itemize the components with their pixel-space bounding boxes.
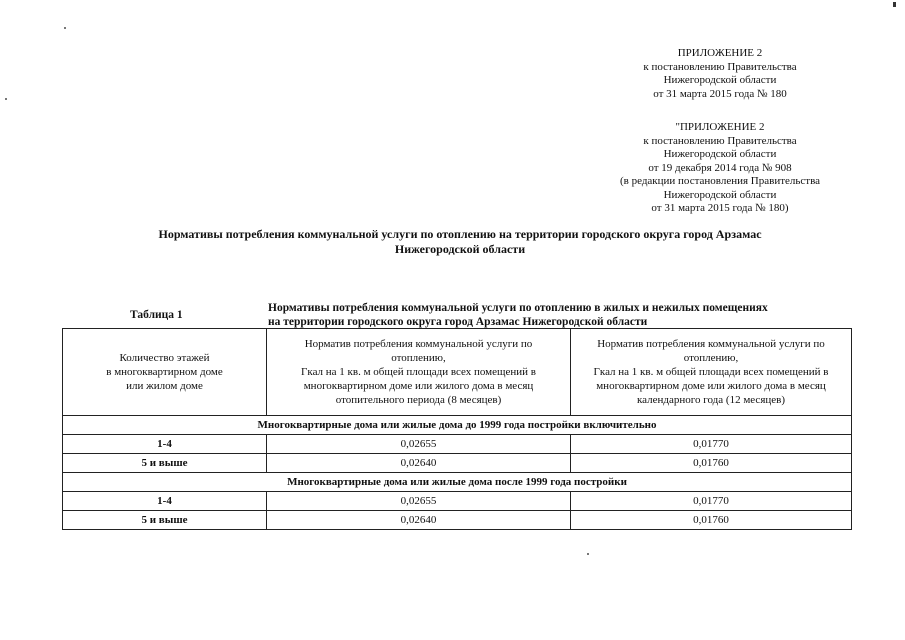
norms-table (62, 328, 852, 530)
appendix-line: от 19 декабря 2014 года № 908 (648, 161, 792, 174)
table-row (63, 435, 852, 454)
appendix-line: Нижегородской области (663, 148, 777, 160)
scan-speck (893, 2, 896, 7)
cell-floors: 1-4 (63, 492, 267, 511)
document-title (60, 227, 860, 257)
appendix-line: от 31 марта 2015 года № 180 (653, 87, 787, 100)
table-row (63, 492, 852, 511)
section-row (63, 473, 852, 492)
appendix-line: от 31 марта 2015 года № 180) (651, 202, 789, 214)
cell-heating-period: 0,02655 (267, 435, 571, 454)
table-title (268, 301, 868, 329)
table-title-line: на территории городского округа город Арзамас Нижегородской области (268, 316, 648, 328)
appendix-line: (в редакции постановления Правительства (619, 175, 821, 187)
document-title-line: Нормативы потребления коммунальной услуги по отоплению на территории городского округа город Арзамас (158, 227, 762, 241)
section-title: Многоквартирные дома или жилые дома после 1999 года постройки (63, 473, 852, 492)
cell-floors: 5 и выше (63, 511, 267, 530)
table-label: Таблица 1 (130, 309, 183, 321)
header-floors: Количество этажей в многоквартирном доме или жилом доме (63, 329, 267, 416)
appendix-block-original (560, 121, 880, 216)
scan-speck (64, 27, 66, 29)
scan-speck (5, 98, 7, 100)
appendix-line: к постановлению Правительства (643, 134, 797, 147)
appendix-line: Нижегородской области (663, 188, 777, 201)
appendix-title: ПРИЛОЖЕНИЕ 2 (677, 47, 763, 59)
section-row (63, 416, 852, 435)
table-title-line: Нормативы потребления коммунальной услуги по отоплению в жилых и нежилых помещениях (268, 302, 768, 314)
cell-floors: 1-4 (63, 435, 267, 454)
cell-heating-period: 0,02640 (267, 511, 571, 530)
header-calendar-year: Норматив потребления коммунальной услуги по отоплению, Гкал на 1 кв. м общей площади всех помещений в многоквартирном доме или жилого дома в месяц календарного года (12 месяцев) (571, 329, 852, 416)
cell-calendar-year: 0,01760 (571, 511, 852, 530)
scan-speck (587, 553, 589, 555)
table-row (63, 454, 852, 473)
cell-heating-period: 0,02640 (267, 454, 571, 473)
appendix-line: к постановлению Правительства (643, 60, 797, 73)
cell-floors: 5 и выше (63, 454, 267, 473)
section-title: Многоквартирные дома или жилые дома до 1999 года постройки включительно (63, 416, 852, 435)
cell-heating-period: 0,02655 (267, 492, 571, 511)
appendix-line: Нижегородской области (663, 74, 777, 86)
appendix-title: "ПРИЛОЖЕНИЕ 2 (675, 121, 765, 133)
cell-calendar-year: 0,01770 (571, 492, 852, 511)
table-row (63, 511, 852, 530)
appendix-block-current (560, 47, 880, 101)
table-header-row (63, 329, 852, 416)
header-heating-period: Норматив потребления коммунальной услуги по отоплению, Гкал на 1 кв. м общей площади всех помещений в многоквартирном доме или жилого дома в месяц отопительного периода (8 месяцев) (267, 329, 571, 416)
cell-calendar-year: 0,01770 (571, 435, 852, 454)
document-title-line: Нижегородской области (394, 242, 526, 256)
cell-calendar-year: 0,01760 (571, 454, 852, 473)
